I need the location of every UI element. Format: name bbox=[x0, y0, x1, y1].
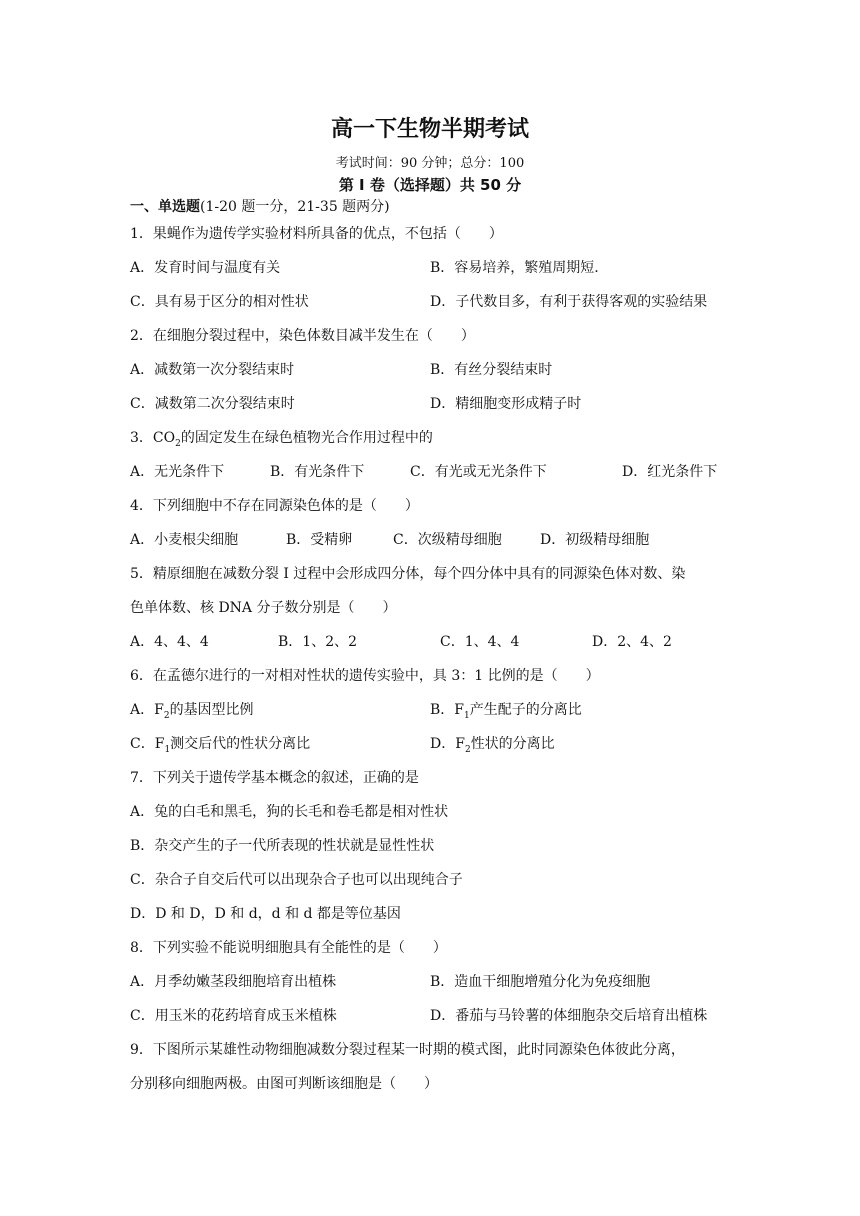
question-3-stem-pre: 3．CO bbox=[130, 430, 176, 446]
question-8-option-a: A．月季幼嫩茎段细胞培育出植株 bbox=[130, 974, 337, 990]
question-1-option-c: C．具有易于区分的相对性状 bbox=[130, 294, 309, 310]
question-3-stem-sub: 2 bbox=[175, 438, 181, 449]
question-5-option-c: C．1、4、4 bbox=[440, 634, 520, 650]
question-2-option-a: A．减数第一次分裂结束时 bbox=[130, 362, 295, 378]
question-4-option-b: B．受精卵 bbox=[286, 532, 353, 548]
question-8-option-d: D．番茄与马铃薯的体细胞杂交后培育出植株 bbox=[430, 1008, 708, 1024]
question-8-option-b: B．造血干细胞增殖分化为免疫细胞 bbox=[430, 974, 651, 990]
question-5-option-b: B．1、2、2 bbox=[278, 634, 358, 650]
question-6-option-c-post: 测交后代的性状分离比 bbox=[170, 736, 311, 752]
question-7-stem: 7．下列关于遗传学基本概念的叙述，正确的是 bbox=[130, 770, 419, 786]
question-7-option-a: A．兔的白毛和黑毛，狗的长毛和卷毛都是相对性状 bbox=[130, 804, 449, 820]
question-4-option-d: D．初级精母细胞 bbox=[540, 532, 650, 548]
section-note: (1-20 题一分，21-35 题两分) bbox=[200, 199, 390, 215]
question-6-option-a bbox=[130, 701, 254, 725]
question-5-option-d: D．2、4、2 bbox=[592, 634, 672, 650]
question-6-option-d-pre: D．F bbox=[430, 736, 465, 752]
question-1-option-b: B．容易培养，繁殖周期短. bbox=[430, 260, 599, 276]
question-7-option-b: B．杂交产生的子一代所表现的性状就是显性性状 bbox=[130, 838, 435, 854]
question-6-option-c bbox=[130, 735, 310, 759]
question-3-stem bbox=[130, 429, 433, 453]
question-6-option-d bbox=[430, 735, 555, 759]
question-3-stem-post: 的固定发生在绿色植物光合作用过程中的 bbox=[180, 430, 433, 446]
question-2-option-b: B．有丝分裂结束时 bbox=[430, 362, 553, 378]
question-3-option-b: B．有光条件下 bbox=[270, 464, 365, 480]
question-6-option-d-post: 性状的分离比 bbox=[470, 736, 555, 752]
question-8-option-c: C．用玉米的花药培育成玉米植株 bbox=[130, 1008, 337, 1024]
question-9-stem-line-2: 分别移向细胞两极。由图可判断该细胞是（ ） bbox=[130, 1076, 438, 1092]
question-6-option-c-sub: 1 bbox=[164, 744, 171, 755]
question-6-option-b-pre: B．F bbox=[430, 702, 465, 718]
question-2-option-d: D．精细胞变形成精子时 bbox=[430, 396, 582, 412]
question-7-option-d: D．D 和 D，D 和 d，d 和 d 都是等位基因 bbox=[130, 906, 401, 922]
question-5-option-a: A．4、4、4 bbox=[130, 634, 209, 650]
question-6-option-d-sub: 2 bbox=[464, 744, 471, 755]
question-8-stem: 8．下列实验不能说明细胞具有全能性的是（ ） bbox=[130, 940, 447, 956]
question-1-stem: 1．果蝇作为遗传学实验材料所具备的优点，不包括（ ） bbox=[130, 226, 503, 242]
question-1-option-d: D．子代数目多，有利于获得客观的实验结果 bbox=[430, 294, 708, 310]
question-6-option-b bbox=[430, 701, 582, 725]
question-4-option-c: C．次级精母细胞 bbox=[393, 532, 502, 548]
question-6-option-b-post: 产生配子的分离比 bbox=[469, 702, 582, 718]
question-6-option-b-sub: 1 bbox=[464, 710, 470, 721]
question-6-option-c-pre: C．F bbox=[130, 736, 165, 752]
question-2-option-c: C．减数第二次分裂结束时 bbox=[130, 396, 295, 412]
question-5-stem-line-2: 色单体数、核 DNA 分子数分别是（ ） bbox=[130, 600, 397, 616]
question-3-option-a: A．无光条件下 bbox=[130, 464, 225, 480]
section-heading: 一、单选题 bbox=[130, 199, 200, 215]
question-1-option-a: A．发育时间与温度有关 bbox=[130, 260, 281, 276]
question-6-stem: 6．在孟德尔进行的一对相对性状的遗传实验中，具 3：1 比例的是（ ） bbox=[130, 668, 600, 684]
question-9-stem-line-1: 9．下图所示某雄性动物细胞减数分裂过程某一时期的模式图，此时同源染色体彼此分离， bbox=[130, 1042, 685, 1058]
question-4-option-a: A．小麦根尖细胞 bbox=[130, 532, 239, 548]
question-5-stem-line-1: 5．精原细胞在减数分裂 I 过程中会形成四分体，每个四分体中具有的同源染色体对数、染 bbox=[130, 566, 686, 582]
question-2-stem: 2．在细胞分裂过程中，染色体数目减半发生在（ ） bbox=[130, 328, 475, 344]
part-title: 第 I 卷（选择题）共 50 分 bbox=[338, 176, 522, 194]
question-6-option-a-pre: A．F bbox=[130, 702, 164, 718]
question-4-stem: 4．下列细胞中不存在同源染色体的是（ ） bbox=[130, 498, 419, 514]
question-3-option-d: D．红光条件下 bbox=[622, 464, 718, 480]
question-6-option-a-sub: 2 bbox=[163, 710, 170, 721]
question-7-option-c: C．杂合子自交后代可以出现杂合子也可以出现纯合子 bbox=[130, 872, 463, 888]
exam-title: 高一下生物半期考试 bbox=[330, 117, 529, 142]
section-heading-line bbox=[130, 198, 390, 216]
question-6-option-a-post: 的基因型比例 bbox=[169, 702, 254, 718]
question-3-option-c: C．有光或无光条件下 bbox=[410, 464, 547, 480]
exam-info: 考试时间：90 分钟；总分：100 bbox=[335, 156, 525, 171]
